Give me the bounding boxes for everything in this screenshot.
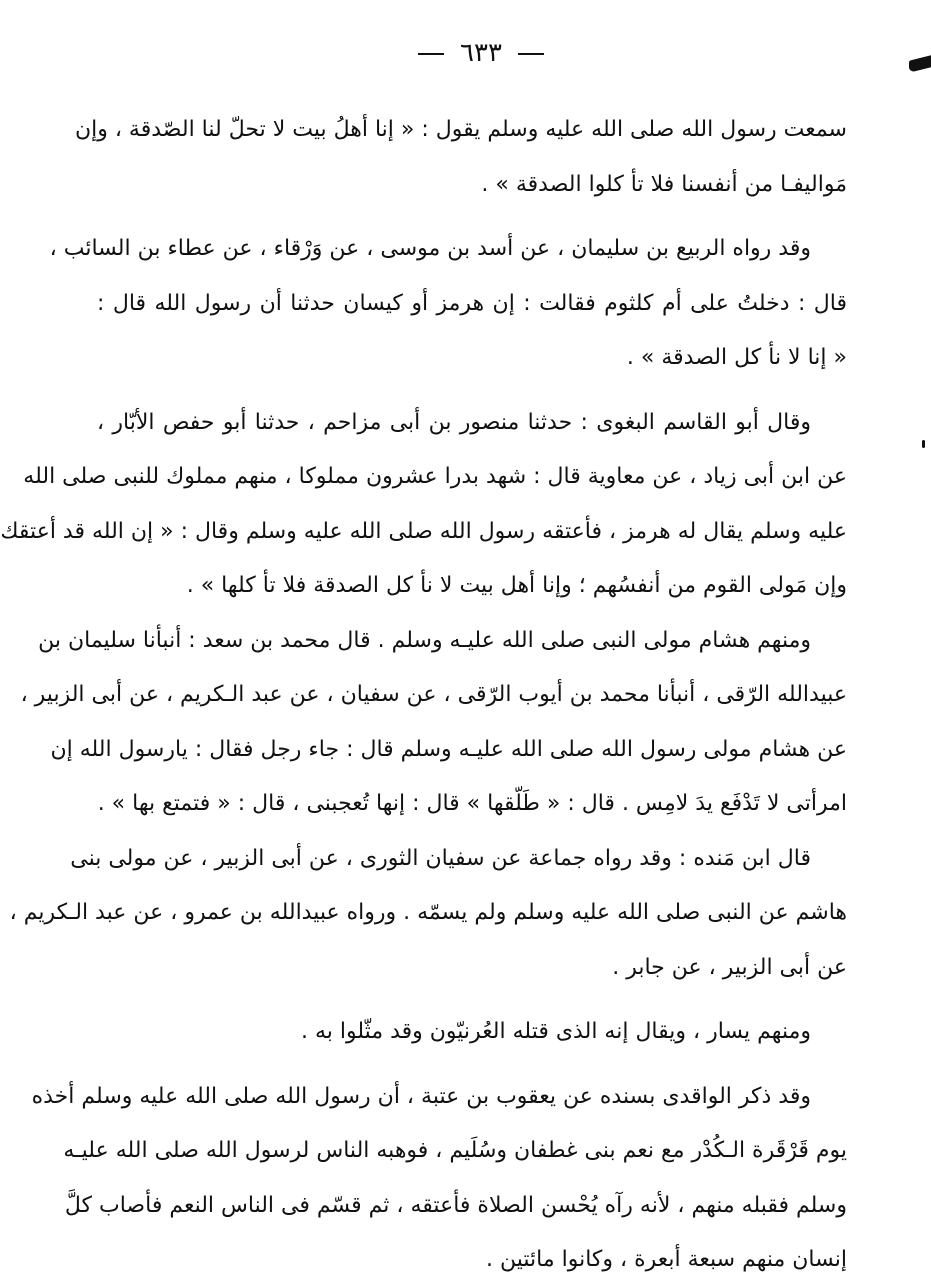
text-line: مَواليفـا من أنفسنا فلا تأ كلوا الصدقة » . <box>481 171 847 197</box>
text-line: وإن مَولى القوم من أنفسُهم ؛ وإنا أهل بيت لا نأ كل الصدقة فلا تأ كلها » . <box>186 573 847 598</box>
page-header <box>31 38 931 68</box>
text-line: « إنا لا نأ كل الصدقة » . <box>626 345 847 370</box>
text-line: وقد رواه الربيع بن سليمان ، عن أسد بن موسى ، عن وَرْقاء ، عن عطاء بن السائب ، <box>49 236 811 261</box>
text-line: وسلم فقبله منهم ، لأنه رآه يُحْسن الصلاة فأعتقه ، ثم قسّم فى الناس النعم فأصاب كلَّ <box>64 1192 847 1218</box>
text-line: عليه وسلم يقال له هرمز ، فأعتقه رسول الله صلى الله عليه وسلم وقال : « إن الله قد أعتقك <box>0 518 847 544</box>
text-line: عبيدالله الرّقى ، أنبأنا محمد بن أيوب الرّقى ، عن سفيان ، عن عبد الـكريم ، عن أبى الزبير ، <box>20 682 847 707</box>
text-line: إنسان منهم سبعة أبعرة ، وكانوا مائتين . <box>485 1247 847 1272</box>
text-line: امرأتى لا تَدْفَع يدَ لامِس . قال : « طَلّقها » قال : إنها تُعجبنى ، قال : « فتمتع بها » . <box>97 791 847 816</box>
page-number: ٦٣٣ <box>460 38 502 68</box>
text-line: وقد ذكر الواقدى بسنده عن يعقوب بن عتبة ، أن رسول الله صلى الله عليه وسلم أخذه <box>31 1083 811 1109</box>
text-line: عن ابن أبى زياد ، عن معاوية قال : شهد بدرا عشرون مملوكا ، منهم مملوك للنبى صلى الله <box>23 464 847 489</box>
text-line: ومنهم هشام مولى النبى صلى الله عليـه وسلم . قال محمد بن سعد : أنبأنا سليمان بن <box>38 627 811 653</box>
text-line: هاشم عن النبى صلى الله عليه وسلم ولم يسمّه . ورواه عبيدالله بن عمرو ، عن عبد الـكريم ، <box>9 900 847 925</box>
text-line: عن هشام مولى رسول الله صلى الله عليـه وسلم قال : جاء رجل فقال : يارسول الله إن <box>50 736 847 762</box>
header-dash <box>418 53 444 55</box>
text-line: وقال أبو القاسم البغوى : حدثنا منصور بن أبى مزاحم ، حدثنا أبو حفص الأبّار ، <box>97 409 811 435</box>
text-line: سمعت رسول الله صلى الله عليه وسلم يقول : « إنا أهلُ بيت لا تحلّ لنا الصّدقة ، وإن <box>74 117 847 142</box>
text-line: ومنهم يسار ، ويقال إنه الذى قتله العُرنيّون وقد مثّلوا به . <box>301 1019 811 1044</box>
text-line: يوم قَرْقَرة الـكُدْر مع نعم بنى غطفان وسُلَيم ، فوهبه الناس لرسول الله صلى الله عليـه <box>63 1138 847 1163</box>
text-line: قال : دخلتُ على أم كلثوم فقالت : إن هرمز أو كيسان حدثنا أن رسول الله قال : <box>97 290 847 316</box>
text-line: قال ابن مَنده : وقد رواه جماعة عن سفيان الثورى ، عن أبى الزبير ، عن مولى بنى <box>70 845 811 871</box>
page-body <box>0 103 847 1288</box>
text-line: عن أبى الزبير ، عن جابر . <box>612 954 847 980</box>
header-dash <box>518 53 544 55</box>
scan-edge-mark <box>922 440 925 448</box>
